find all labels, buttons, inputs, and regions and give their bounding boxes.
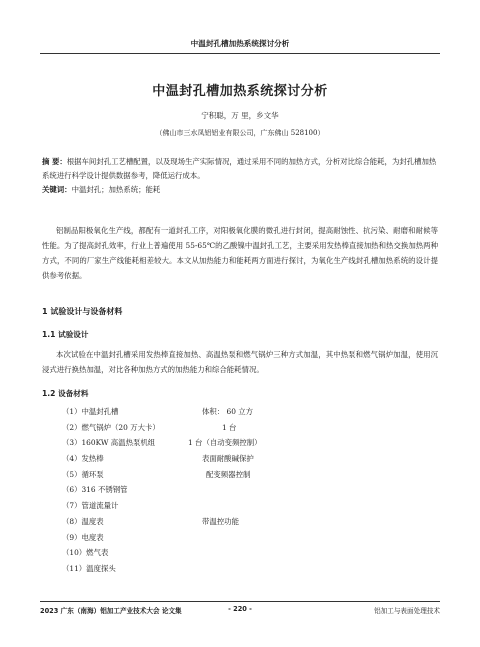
equipment-spec: 带温控功能: [202, 516, 239, 526]
running-header: 中温封孔槽加热系统探讨分析: [40, 38, 440, 54]
page-number: - 220 -: [228, 605, 252, 613]
list-item: [62, 545, 422, 561]
list-item: [62, 561, 422, 577]
authors: 宁积聪，万 里，乡文华: [201, 111, 279, 120]
section-1-1-paragraph: 本次试验在中温封孔槽采用发热棒直接加热、高温热泵和燃气锅炉三种方式加温，其中热泵和燃气锅炉加温，使用沉浸式进行换热加温，对比各种加热方式的加热能力和综合能耗情况。: [42, 350, 438, 374]
list-item: [62, 482, 422, 498]
section-heading-1-2: 1.2 设备材料: [42, 389, 89, 398]
equipment-name: （9）电度表: [62, 532, 104, 542]
list-item: [62, 404, 422, 420]
section-heading-1: 1 试验设计与设备材料: [42, 307, 123, 316]
equipment-name: （8）温度表: [62, 516, 104, 526]
equipment-name: （10）燃气表: [62, 548, 109, 558]
keywords-label: 关键词：: [42, 185, 72, 194]
equipment-name: （1）中温封孔槽: [62, 407, 119, 416]
equipment-name: （11）温度探头: [62, 563, 116, 573]
section-heading-1-1: 1.1 试验设计: [42, 330, 89, 339]
equipment-spec: 表面耐酸碱保护: [202, 454, 254, 464]
footer-proceedings: 2023 广东（南海）铝加工产业技术大会 论文集: [40, 607, 182, 615]
equipment-spec: 1 台（自动变频控制）: [188, 438, 262, 448]
equipment-spec: 体积： 60 立方: [202, 407, 254, 416]
list-item: [62, 435, 422, 451]
page-footer: [40, 601, 440, 617]
keywords: [42, 184, 438, 195]
list-item: [62, 420, 422, 436]
equipment-name: （5）循环泵: [62, 469, 104, 479]
abstract: [42, 155, 438, 183]
intro-paragraph: 铝制品阳极氧化生产线，都配有一道封孔工序，对阳极氧化膜的微孔进行封闭，提高耐蚀性、抗污染、耐磨和耐候等性能。为了提高封孔效率，行业上普遍使用 55-65℃的乙酸镍中温封孔工艺，主要采用发热棒直接加热和热交换加热两种方式，不同的厂家生产线能耗相差较大。本文从加热能力和能耗两方面进行探讨，为氧化生产线封孔槽加热系统的设计提供参考依据。: [42, 226, 438, 280]
equipment-name: （3）160KW 高温热泵机组: [62, 438, 156, 448]
equipment-name: （7）管道流量计: [62, 501, 119, 511]
footer-journal: 铝加工与表面处理技术: [374, 607, 440, 615]
list-item: [62, 467, 422, 483]
keywords-text: 中温封孔；加热系统；能耗: [71, 185, 161, 194]
list-item: [62, 498, 422, 514]
affiliation: （佛山市三水凤铝铝业有限公司，广东佛山 528100）: [155, 129, 325, 137]
paper-title: 中温封孔槽加热系统探讨分析: [152, 84, 328, 99]
equipment-name: （4）发热棒: [62, 454, 104, 464]
abstract-label: 摘 要：: [42, 157, 67, 166]
list-item: [62, 530, 422, 546]
abstract-text: 根据车间封孔工艺槽配置，以及现场生产实际情况，通过采用不同的加热方式，分析对比综合能耗，为封孔槽加热系统进行科学设计提供数据参考，降低运行成本。: [42, 157, 437, 180]
equipment-name: （6）316 不锈钢管: [62, 485, 128, 495]
equipment-spec: 1 台: [222, 422, 237, 432]
equipment-name: （2）燃气锅炉（20 万大卡）: [62, 422, 160, 432]
equipment-spec: 配变频器控制: [206, 469, 251, 479]
list-item: [62, 514, 422, 530]
equipment-list: [62, 404, 422, 577]
list-item: [62, 451, 422, 467]
